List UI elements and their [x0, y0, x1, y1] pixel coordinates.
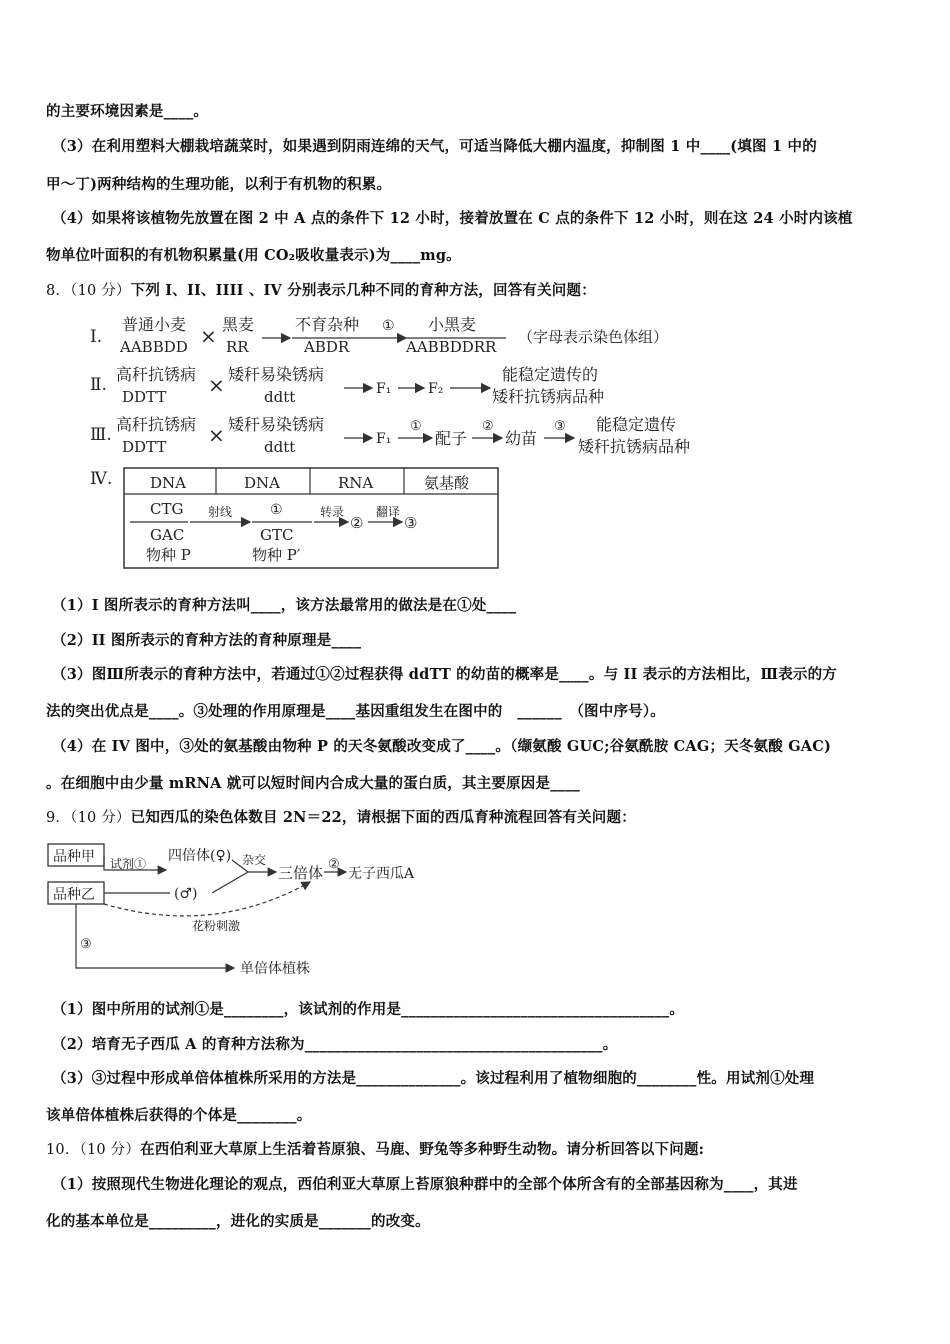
- row-4-label: Ⅳ.: [90, 469, 113, 489]
- row-1-label: Ⅰ.: [90, 327, 103, 347]
- question-7-part-4-cont: 物单位叶面积的有机物积累量(用 CO₂吸收量表示)为____mg。: [46, 247, 461, 264]
- cross-sign-3: ×: [208, 423, 225, 447]
- question-9-part-3-cont: 该单倍体植株后获得的个体是________。: [46, 1107, 312, 1124]
- gamete-label: 配子: [435, 429, 468, 448]
- male-label: (♂): [174, 886, 198, 902]
- variety-jia-label: 品种甲: [53, 849, 95, 865]
- question-7-part-4: （4）如果将该植物先放置在图 2 中 A 点的条件下 12 小时，接着放置在 C 点的条件下 12 小时，则在这 24 小时内该植: [52, 210, 853, 227]
- tall-resistant-label-3: 高秆抗锈病: [116, 415, 197, 434]
- transcription-label: 转录: [320, 505, 345, 519]
- header-dna-1: DNA: [150, 474, 186, 492]
- cross-sign-1: ×: [200, 324, 217, 348]
- translation-label: 翻译: [376, 505, 401, 519]
- triticale-label: 小黑麦: [428, 315, 477, 334]
- species-p-prime-label: 物种 P′: [252, 546, 301, 564]
- sterile-hybrid-label: 不育杂种: [295, 315, 360, 334]
- header-rna: RNA: [338, 474, 374, 492]
- question-8-part-2: （2）II 图所表示的育种方法的育种原理是____: [52, 632, 362, 649]
- question-10-number: 10．（10 分）: [46, 1142, 141, 1158]
- tall-resistant-genotype-2: DDTT: [122, 388, 167, 406]
- question-10-text: 在西伯利亚大草原上生活着苔原狼、马鹿、野兔等多种野生动物。请分析回答以下问题:: [140, 1141, 705, 1158]
- short-susceptible-label-2: 矮秆易染锈病: [228, 365, 325, 384]
- question-8-part-4-cont: 。在细胞中由少量 mRNA 就可以短时间内合成大量的蛋白质，其主要原因是____: [46, 775, 580, 792]
- reagent-label: 试剂①: [110, 857, 147, 871]
- codon-ctg: CTG: [150, 500, 184, 518]
- triticale-genome: AABBDDRR: [406, 338, 497, 356]
- question-8-number: 8．（10 分）: [46, 283, 131, 299]
- question-8-part-1: （1）I 图所表示的育种方法叫____，该方法最常用的做法是在①处____: [52, 597, 517, 614]
- rye-label: 黑麦: [222, 315, 255, 334]
- short-susceptible-genotype-3: ddtt: [264, 438, 296, 456]
- step-1-circle-3: ①: [410, 419, 422, 434]
- pollen-stimulation-arrow: [104, 882, 310, 916]
- pollen-stimulation-label: 花粉刺激: [192, 919, 241, 933]
- question-8-stem: [46, 281, 916, 301]
- step-1-circle: ①: [382, 318, 395, 334]
- question-8-part-4: （4）在 IV 图中，③处的氨基酸由物种 P 的天冬氨酸改变成了____。（缬氨酸 GUC;谷氨酰胺 CAG；天冬氨酸 GAC): [52, 738, 832, 755]
- step-3-label: ③: [80, 937, 92, 952]
- question-9-part-1: （1）图中所用的试剂①是________，该试剂的作用是____________________________________。: [52, 1001, 685, 1018]
- seedling-label: 幼苗: [505, 429, 538, 448]
- stable-inherit-label-2: 能稳定遗传的: [502, 365, 599, 384]
- f1-label-2: F₁: [376, 381, 392, 397]
- genome-note: （字母表示染色体组）: [518, 328, 669, 346]
- f2-label-2: F₂: [428, 381, 444, 397]
- rye-genome: RR: [226, 338, 249, 356]
- question-8-text: 下列 I、II、IIII 、IV 分别表示几种不同的育种方法，回答有关问题：: [130, 282, 596, 299]
- amino-circle-3: ③: [404, 514, 418, 532]
- text-line-1: 的主要环境因素是____。: [46, 103, 209, 120]
- question-8-part-3-cont: 法的突出优点是____。③处理的作用原理是____基因重组发生在图中的 ______ （图中序号）。: [46, 703, 665, 720]
- question-9-stem: [46, 808, 916, 828]
- question-9-part-3: （3）③过程中形成单倍体植株所采用的方法是______________。该过程利用了植物细胞的________性。用试剂①处理: [52, 1070, 815, 1087]
- step-3-circle-3: ③: [554, 419, 566, 434]
- row-3-label: Ⅲ.: [90, 425, 112, 445]
- mutation-circle-1: ①: [270, 502, 283, 518]
- question-8-part-3: （3）图Ⅲ所表示的育种方法中，若通过①②过程获得 ddTT 的幼苗的概率是____。与 II 表示的方法相比，Ⅲ表示的方: [52, 666, 837, 683]
- sterile-hybrid-genome: ABDR: [304, 338, 350, 356]
- cross-line-bottom: [212, 872, 248, 893]
- common-wheat-genome: AABBDD: [120, 338, 188, 356]
- watermelon-breeding-figure: [44, 838, 464, 984]
- question-9-text: 已知西瓜的染色体数目 2N＝22，请根据下面的西瓜育种流程回答有关问题：: [130, 809, 636, 826]
- mrna-circle-2: ②: [350, 514, 364, 532]
- header-amino-acid: 氨基酸: [424, 474, 470, 492]
- common-wheat-label: 普通小麦: [122, 315, 187, 334]
- stable-inherit-label-3: 能稳定遗传: [596, 415, 677, 434]
- tetraploid-label: 四倍体(♀): [168, 848, 232, 864]
- question-9-part-2: （2）培育无子西瓜 A 的育种方法称为________________________________________。: [52, 1036, 618, 1053]
- question-9-number: 9．（10 分）: [46, 810, 131, 826]
- codon-gac: GAC: [150, 526, 185, 544]
- radiation-label: 射线: [208, 505, 233, 519]
- breeding-methods-figure: [80, 308, 720, 578]
- tall-resistant-label-2: 高秆抗锈病: [116, 365, 197, 384]
- tall-resistant-genotype-3: DDTT: [122, 438, 167, 456]
- codon-gtc: GTC: [260, 526, 294, 544]
- header-dna-2: DNA: [244, 474, 280, 492]
- step-2-label: ②: [328, 857, 340, 872]
- haploid-plant-label: 单倍体植株: [240, 961, 310, 977]
- species-p-label: 物种 P: [146, 546, 191, 564]
- short-resistant-variety-2: 矮秆抗锈病品种: [492, 387, 605, 406]
- question-10-part-1-cont: 化的基本单位是_________，进化的实质是_______的改变。: [46, 1213, 430, 1230]
- step-2-circle-3: ②: [482, 419, 494, 434]
- cross-label: 杂交: [242, 853, 267, 867]
- f1-label-3: F₁: [376, 431, 392, 447]
- haploid-arrow: [76, 904, 234, 968]
- row-2-label: Ⅱ.: [90, 375, 107, 395]
- seedless-watermelon-label: 无子西瓜A: [348, 866, 415, 882]
- question-10-stem: [46, 1140, 916, 1160]
- short-susceptible-genotype-2: ddtt: [264, 388, 296, 406]
- cross-sign-2: ×: [208, 373, 225, 397]
- question-7-part-3-cont: 甲～丁)两种结构的生理功能，以利于有机物的积累。: [46, 176, 392, 193]
- variety-yi-label: 品种乙: [53, 887, 95, 903]
- question-7-part-3: （3）在利用塑料大棚栽培蔬菜时，如果遇到阴雨连绵的天气，可适当降低大棚内温度，抑制图 1 中____(填图 1 中的: [52, 138, 817, 155]
- triploid-label: 三倍体: [278, 864, 324, 882]
- short-resistant-variety-3: 矮秆抗锈病品种: [578, 437, 691, 456]
- short-susceptible-label-3: 矮秆易染锈病: [228, 415, 325, 434]
- question-10-part-1: （1）按照现代生物进化理论的观点，西伯利亚大草原上苔原狼种群中的全部个体所含有的全部基因称为____，其进: [52, 1176, 798, 1193]
